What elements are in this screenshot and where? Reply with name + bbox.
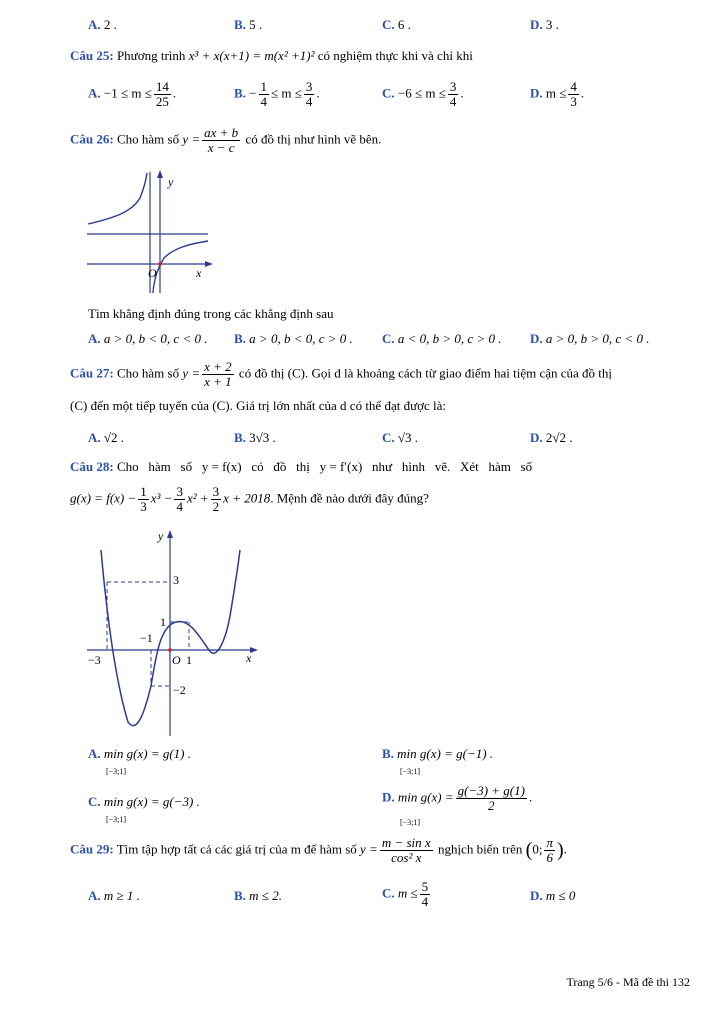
q24-option-b: B. 5 . [234, 17, 263, 32]
q25-option-d: D. m ≤ $\frac{4}{3}$ . [530, 79, 585, 109]
q27-option-c: C. √3 . [382, 430, 419, 445]
q26-option-c: C. a < 0, b > 0, c > 0 . [382, 331, 502, 346]
q25-option-b: B. − $\frac{1}{4}$ ≤ m ≤ $\frac{3}{4}$ . [234, 79, 320, 109]
q25-stem: Câu 25: Phương trình x³ + x(x+1) = m(x² +1)² có nghiệm thực khi và chỉ khi [70, 48, 473, 63]
q29-option-a: A. m ≥ 1 . [88, 888, 140, 903]
q28-graph-tick-3: 3 [173, 573, 179, 587]
q28-graph-origin-label: O [172, 653, 181, 667]
q28-graph-tick-x1: 1 [186, 653, 192, 667]
q26-option-d: D. a > 0, b > 0, c < 0 . [530, 331, 650, 346]
q26-graph-origin-label: O [148, 266, 157, 280]
q28-graph-tick-y1: 1 [160, 615, 166, 629]
q28-graph-tick-m3: −3 [88, 653, 101, 667]
q27-option-a: A. √2 . [88, 430, 125, 445]
q26-option-a: A. a > 0, b < 0, c < 0 . [88, 331, 208, 346]
q28-option-d: D. min g(x) = $\frac{g(-3) + g(1)}{2}$ . [−3;1] [382, 783, 533, 827]
q28-graph-tick-m1: −1 [140, 631, 153, 645]
q28-option-a: A. min g(x) = g(1) . [−3;1] [88, 746, 191, 776]
q28-graph [84, 526, 264, 738]
page-footer: Trang 5/6 - Mã đề thi 132 [566, 975, 690, 989]
q25-option-c: C. −6 ≤ m ≤ $\frac{3}{4}$ . [382, 79, 464, 109]
q28-graph-x-label: x [246, 651, 252, 665]
q29-option-c: C. m ≤ $\frac{5}{4}$ [382, 879, 429, 909]
q27-stem-line2: (C) đến một tiếp tuyến của (C). Giá trị lớn nhất của d có thể đạt được là: [70, 398, 447, 413]
q26-graph-y-label: y [168, 175, 174, 189]
q24-option-c: C. 6 . [382, 17, 411, 32]
q26-stem: Câu 26: Cho hàm số y = $\frac{ax + b}{x - c}$ có đồ thị như hình vẽ bên. [70, 125, 382, 155]
q29-option-b: B. m ≤ 2. [234, 888, 282, 903]
q27-option-b: B. 3√3 . [234, 430, 276, 445]
q27-stem: Câu 27: Cho hàm số y = $\frac{x + 2}{x + 1}$ có đồ thị (C). Gọi d là khoảng cách từ giao điểm hai tiệm cận của đồ thị [70, 359, 613, 389]
q26-prompt: Tìm khẳng định đúng trong các khẳng định sau [88, 306, 334, 321]
q29-stem: Câu 29: Tìm tập hợp tất cả các giá trị của m để hàm số y = $\frac{\text{m − sin x}}{\text{cos² x}}$ nghịch biến trên (0; $\frac{\pi}{6}$ ). [70, 835, 567, 865]
q28-g-definition: g(x) = f(x) − $\frac{1}{3}$ x³ − $\frac{3}{4}$ x² + $\frac{3}{2}$ x + 2018. Mệnh đề nào dưới đây đúng? [70, 484, 429, 514]
q26-graph [84, 168, 214, 298]
q28-stem: Câu 28: Cho hàm số y = f(x) có đồ thị y = f′(x) như hình vẽ. Xét hàm số [70, 459, 533, 474]
q28-option-b: B. min g(x) = g(−1) . [−3;1] [382, 746, 494, 776]
q25-option-a: A. −1 ≤ m ≤ $\frac{14}{25}$ . [88, 79, 177, 109]
q24-option-d: D. 3 . [530, 17, 559, 32]
q26-option-b: B. a > 0, b < 0, c > 0 . [234, 331, 353, 346]
q26-graph-x-label: x [196, 266, 202, 280]
q27-option-d: D. 2√2 . [530, 430, 573, 445]
q28-graph-tick-m2: −2 [173, 683, 186, 697]
q28-graph-y-label: y [158, 529, 164, 543]
q24-option-a: A. 2 . [88, 17, 117, 32]
q28-option-c: C. min g(x) = g(−3) . [−3;1] [88, 794, 200, 824]
q29-option-d: D. m ≤ 0 [530, 888, 576, 903]
